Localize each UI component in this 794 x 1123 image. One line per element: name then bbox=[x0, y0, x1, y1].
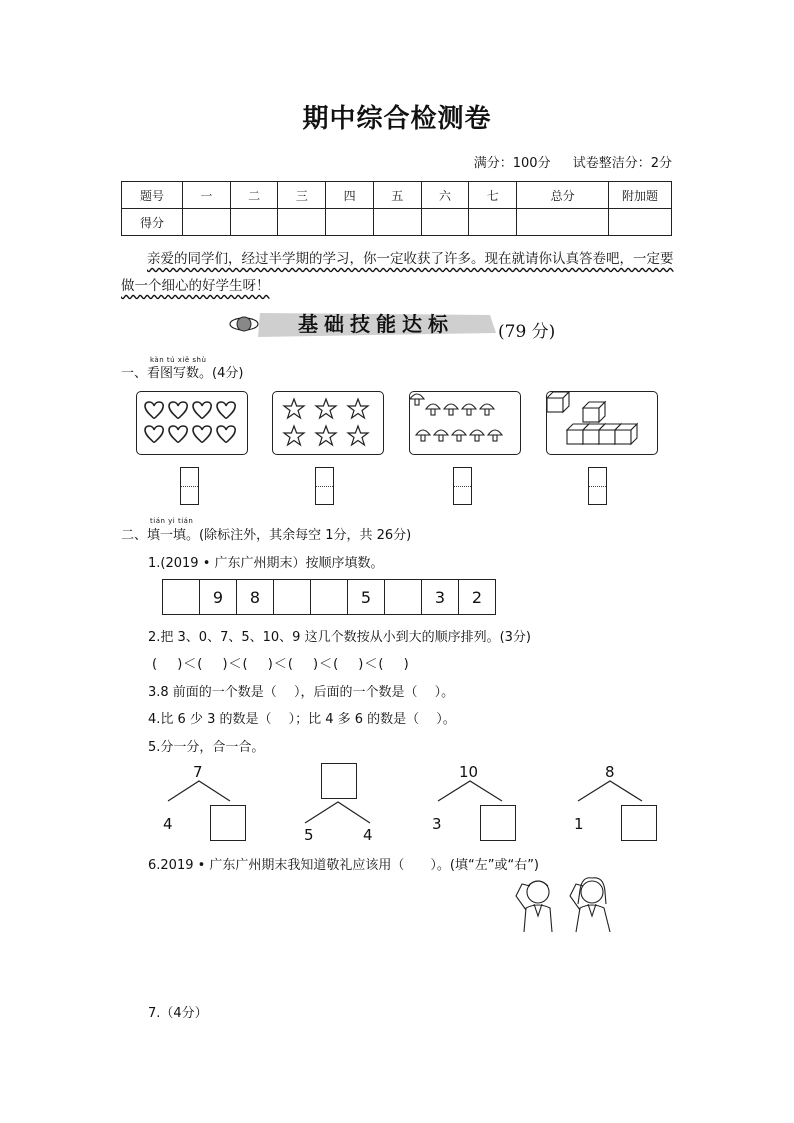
q2-text: 二、填一填。(除标注外，其余每空 1分，共 26分) bbox=[121, 528, 412, 543]
sequence-cell[interactable] bbox=[274, 580, 311, 614]
score-cell[interactable] bbox=[326, 209, 374, 236]
sequence-cell: 8 bbox=[237, 580, 274, 614]
score-cell[interactable] bbox=[421, 209, 469, 236]
cube-icons bbox=[547, 392, 657, 454]
grade-table-score-row bbox=[122, 209, 672, 236]
heart-icons bbox=[137, 392, 247, 454]
tree2-right: 4 bbox=[363, 826, 373, 844]
sequence-cell[interactable] bbox=[385, 580, 422, 614]
score-cell[interactable] bbox=[609, 209, 672, 236]
grade-table-header-row bbox=[122, 182, 672, 209]
tree4-top: 8 bbox=[605, 763, 615, 781]
tree3-top: 10 bbox=[459, 763, 479, 781]
answer-box-hearts[interactable] bbox=[180, 467, 199, 505]
sequence-boxes bbox=[162, 579, 496, 615]
q2-3-text: 3.8 前面的一个数是（ ），后面的一个数是（ ）。 bbox=[148, 685, 455, 700]
tree1-answer-box[interactable] bbox=[210, 805, 246, 841]
mushroom-icons bbox=[410, 392, 520, 454]
tree3-left: 3 bbox=[432, 815, 442, 833]
sequence-cell: 2 bbox=[471, 587, 483, 607]
header-cell: 六 bbox=[421, 182, 469, 209]
q2-5-text: 5.分一分，合一合。 bbox=[148, 740, 265, 755]
header-cell: 二 bbox=[230, 182, 278, 209]
cubes-box bbox=[546, 391, 658, 455]
stars-box bbox=[272, 391, 384, 455]
neatness-score: 试卷整洁分：2分 bbox=[572, 156, 672, 171]
saluting-children-illustration bbox=[510, 872, 628, 934]
q2-2-blanks[interactable]: ( )＜( )＜( )＜( )＜( )＜( ) bbox=[152, 657, 410, 672]
q2-1-text: 1.(2019 • 广东广州期末）按顺序填数。 bbox=[148, 556, 384, 571]
tree2-left: 5 bbox=[304, 826, 314, 844]
header-cell: 一 bbox=[183, 182, 231, 209]
header-cell: 附加题 bbox=[609, 182, 672, 209]
sequence-cell[interactable] bbox=[311, 580, 348, 614]
score-cell[interactable] bbox=[278, 209, 326, 236]
answer-box-stars[interactable] bbox=[315, 467, 334, 505]
q2-7-text: 7.（4分） bbox=[148, 1006, 208, 1021]
header-cell: 七 bbox=[469, 182, 517, 209]
tree1-top: 7 bbox=[193, 763, 203, 781]
answer-box-cubes[interactable] bbox=[588, 467, 607, 505]
score-cell[interactable] bbox=[183, 209, 231, 236]
score-info bbox=[456, 152, 672, 171]
full-score: 满分：100分 bbox=[473, 156, 551, 171]
score-cell[interactable] bbox=[230, 209, 278, 236]
page-title: 期中综合检测卷 bbox=[302, 104, 492, 134]
intro-text: 亲爱的同学们，经过半学期的学习，你一定收获了许多。现在就请你认真答卷吧，一定要做一个细心的好学生呀！ bbox=[121, 251, 674, 294]
sequence-cell: 5 bbox=[348, 580, 385, 614]
score-row-label: 得分 bbox=[122, 209, 183, 236]
header-cell: 五 bbox=[373, 182, 421, 209]
tree2-answer-box[interactable] bbox=[321, 763, 357, 799]
tree4-answer-box[interactable] bbox=[621, 805, 657, 841]
section-points: (79 分) bbox=[498, 322, 556, 342]
section-title: 基础技能达标 bbox=[298, 312, 454, 336]
q2-6-text: 6.2019 • 广东广州期末我知道敬礼应该用（ ）。(填“左”或“右”) bbox=[148, 858, 540, 873]
q2-pinyin: tián yi tián bbox=[150, 517, 194, 525]
header-cell: 四 bbox=[326, 182, 374, 209]
hearts-box bbox=[136, 391, 248, 455]
sequence-cell: 9 bbox=[200, 580, 237, 614]
planet-icon bbox=[237, 317, 251, 331]
header-cell: 三 bbox=[278, 182, 326, 209]
score-cell[interactable] bbox=[469, 209, 517, 236]
q1-text: 一、看图写数。(4分) bbox=[121, 366, 244, 381]
tree1-left: 4 bbox=[163, 815, 173, 833]
tree4-left: 1 bbox=[574, 815, 584, 833]
section-banner bbox=[228, 307, 498, 341]
score-cell[interactable] bbox=[517, 209, 609, 236]
grade-table bbox=[121, 181, 672, 236]
sequence-cell: 3 bbox=[422, 580, 459, 614]
q2-2-text: 2.把 3、0、7、5、10、9 这几个数按从小到大的顺序排列。(3分) bbox=[148, 630, 531, 645]
q2-4-text: 4.比 6 少 3 的数是（ ）；比 4 多 6 的数是（ ）。 bbox=[148, 712, 456, 727]
tree3-answer-box[interactable] bbox=[480, 805, 516, 841]
header-cell: 总分 bbox=[517, 182, 609, 209]
answer-box-mushrooms[interactable] bbox=[453, 467, 472, 505]
sequence-cell[interactable] bbox=[163, 580, 200, 614]
star-icons bbox=[273, 392, 383, 454]
q1-pinyin: kàn tú xiě shù bbox=[150, 356, 207, 364]
header-cell: 题号 bbox=[122, 182, 183, 209]
score-cell[interactable] bbox=[373, 209, 421, 236]
mushrooms-box bbox=[409, 391, 521, 455]
